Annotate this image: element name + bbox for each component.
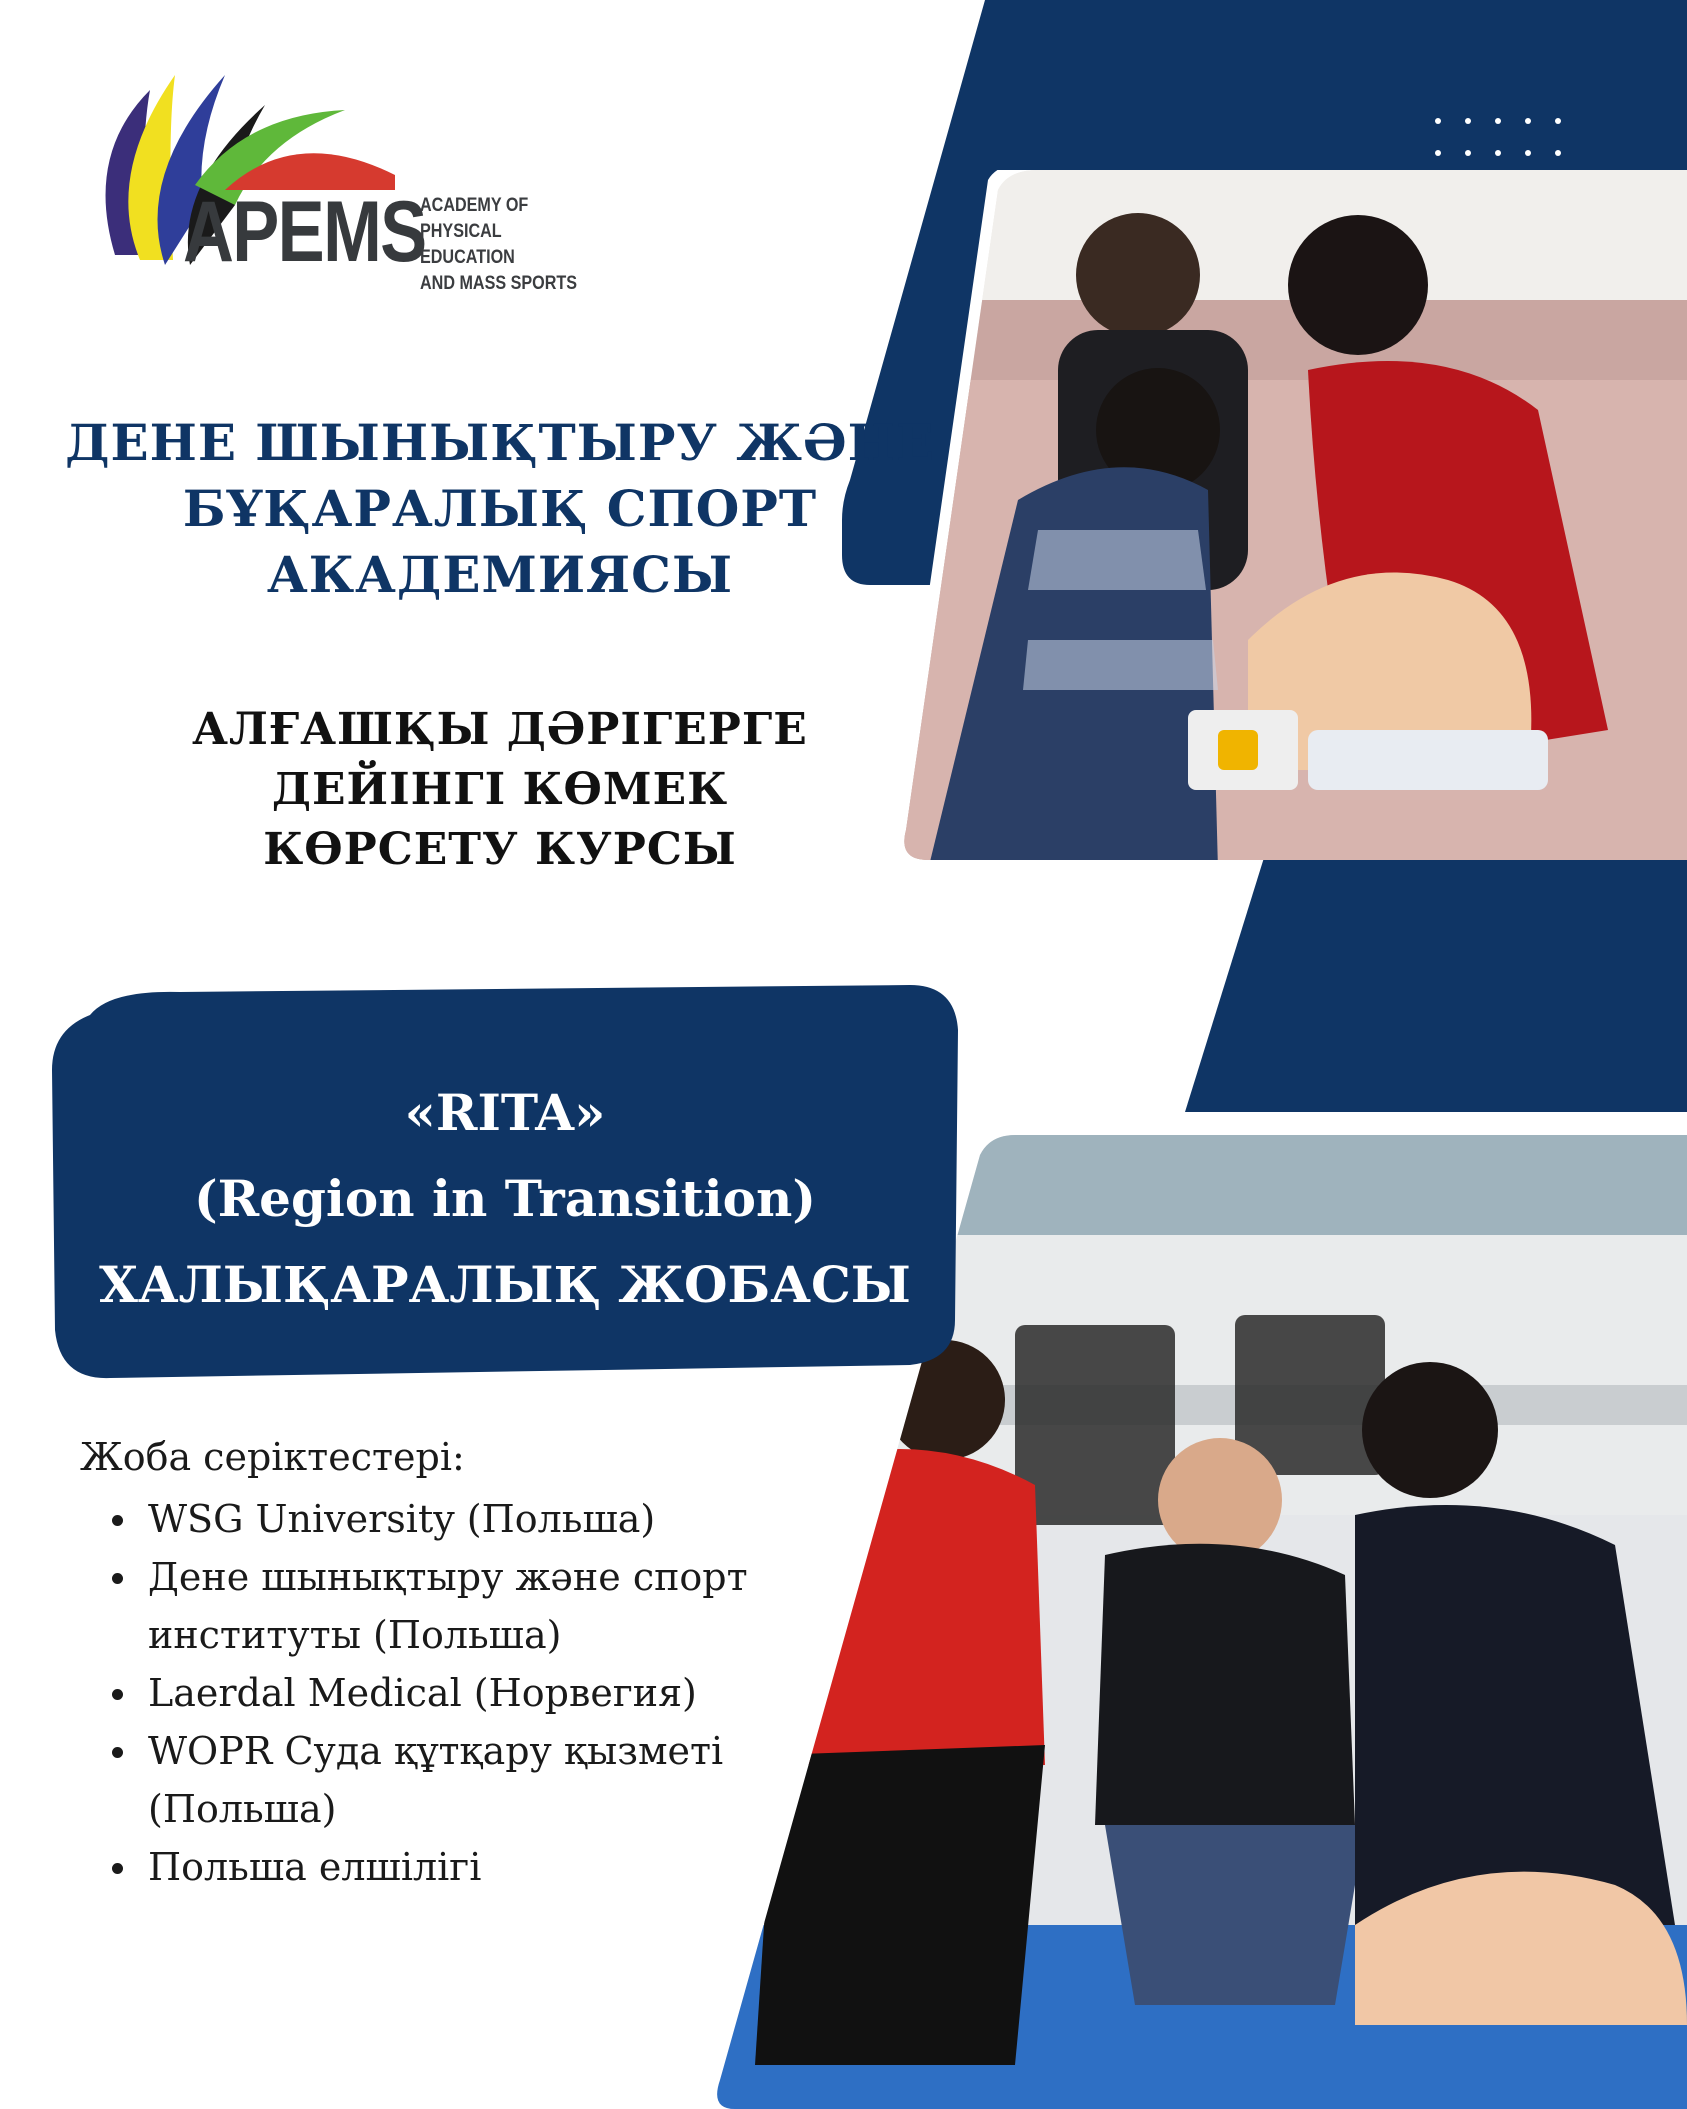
- academy-title: [40, 410, 960, 608]
- list-item: Дене шынықтыру және спорт институты (Польша): [80, 1548, 780, 1664]
- partners-heading: Жоба серіктестері:: [80, 1435, 465, 1479]
- partners-list: [80, 1490, 780, 1896]
- logo-subtitle: [420, 193, 590, 297]
- project-title-line: ХАЛЫҚАРАЛЫҚ ЖОБАСЫ: [99, 1255, 911, 1314]
- logo-wordmark: APEMS: [183, 184, 426, 280]
- academy-title-line: ДЕНЕ ШЫНЫҚТЫРУ ЖӘНЕ: [65, 413, 935, 472]
- list-item: Польша елшілігі: [80, 1838, 780, 1896]
- course-title-line: ДЕЙІНГІ КӨМЕК: [271, 764, 729, 815]
- course-title: [80, 700, 920, 880]
- course-title-line: АЛҒАШҚЫ ДӘРІГЕРГЕ: [192, 704, 808, 755]
- academy-title-line: АКАДЕМИЯСЫ: [266, 545, 734, 604]
- academy-title-line: БҰҚАРАЛЫҚ СПОРТ: [182, 479, 818, 538]
- logo-subtitle-line: AND MASS SPORTS: [420, 273, 578, 294]
- logo-subtitle-line: PHYSICAL EDUCATION: [420, 221, 515, 268]
- list-item: Laerdal Medical (Норвегия): [80, 1664, 780, 1722]
- photo-first-aid-training: [888, 170, 1687, 860]
- course-title-line: КӨРСЕТУ КУРСЫ: [263, 824, 737, 875]
- project-title-line: (Region in Transition): [193, 1169, 817, 1228]
- project-title-line: «RITA»: [404, 1083, 606, 1142]
- apems-logo: [95, 65, 615, 295]
- list-item: WOPR Суда құтқару қызметі (Польша): [80, 1722, 780, 1838]
- project-title: [50, 1070, 960, 1328]
- decor-dots: [1435, 118, 1575, 158]
- list-item: WSG University (Польша): [80, 1490, 780, 1548]
- project-banner: [50, 980, 960, 1380]
- logo-subtitle-line: ACADEMY OF: [420, 195, 529, 216]
